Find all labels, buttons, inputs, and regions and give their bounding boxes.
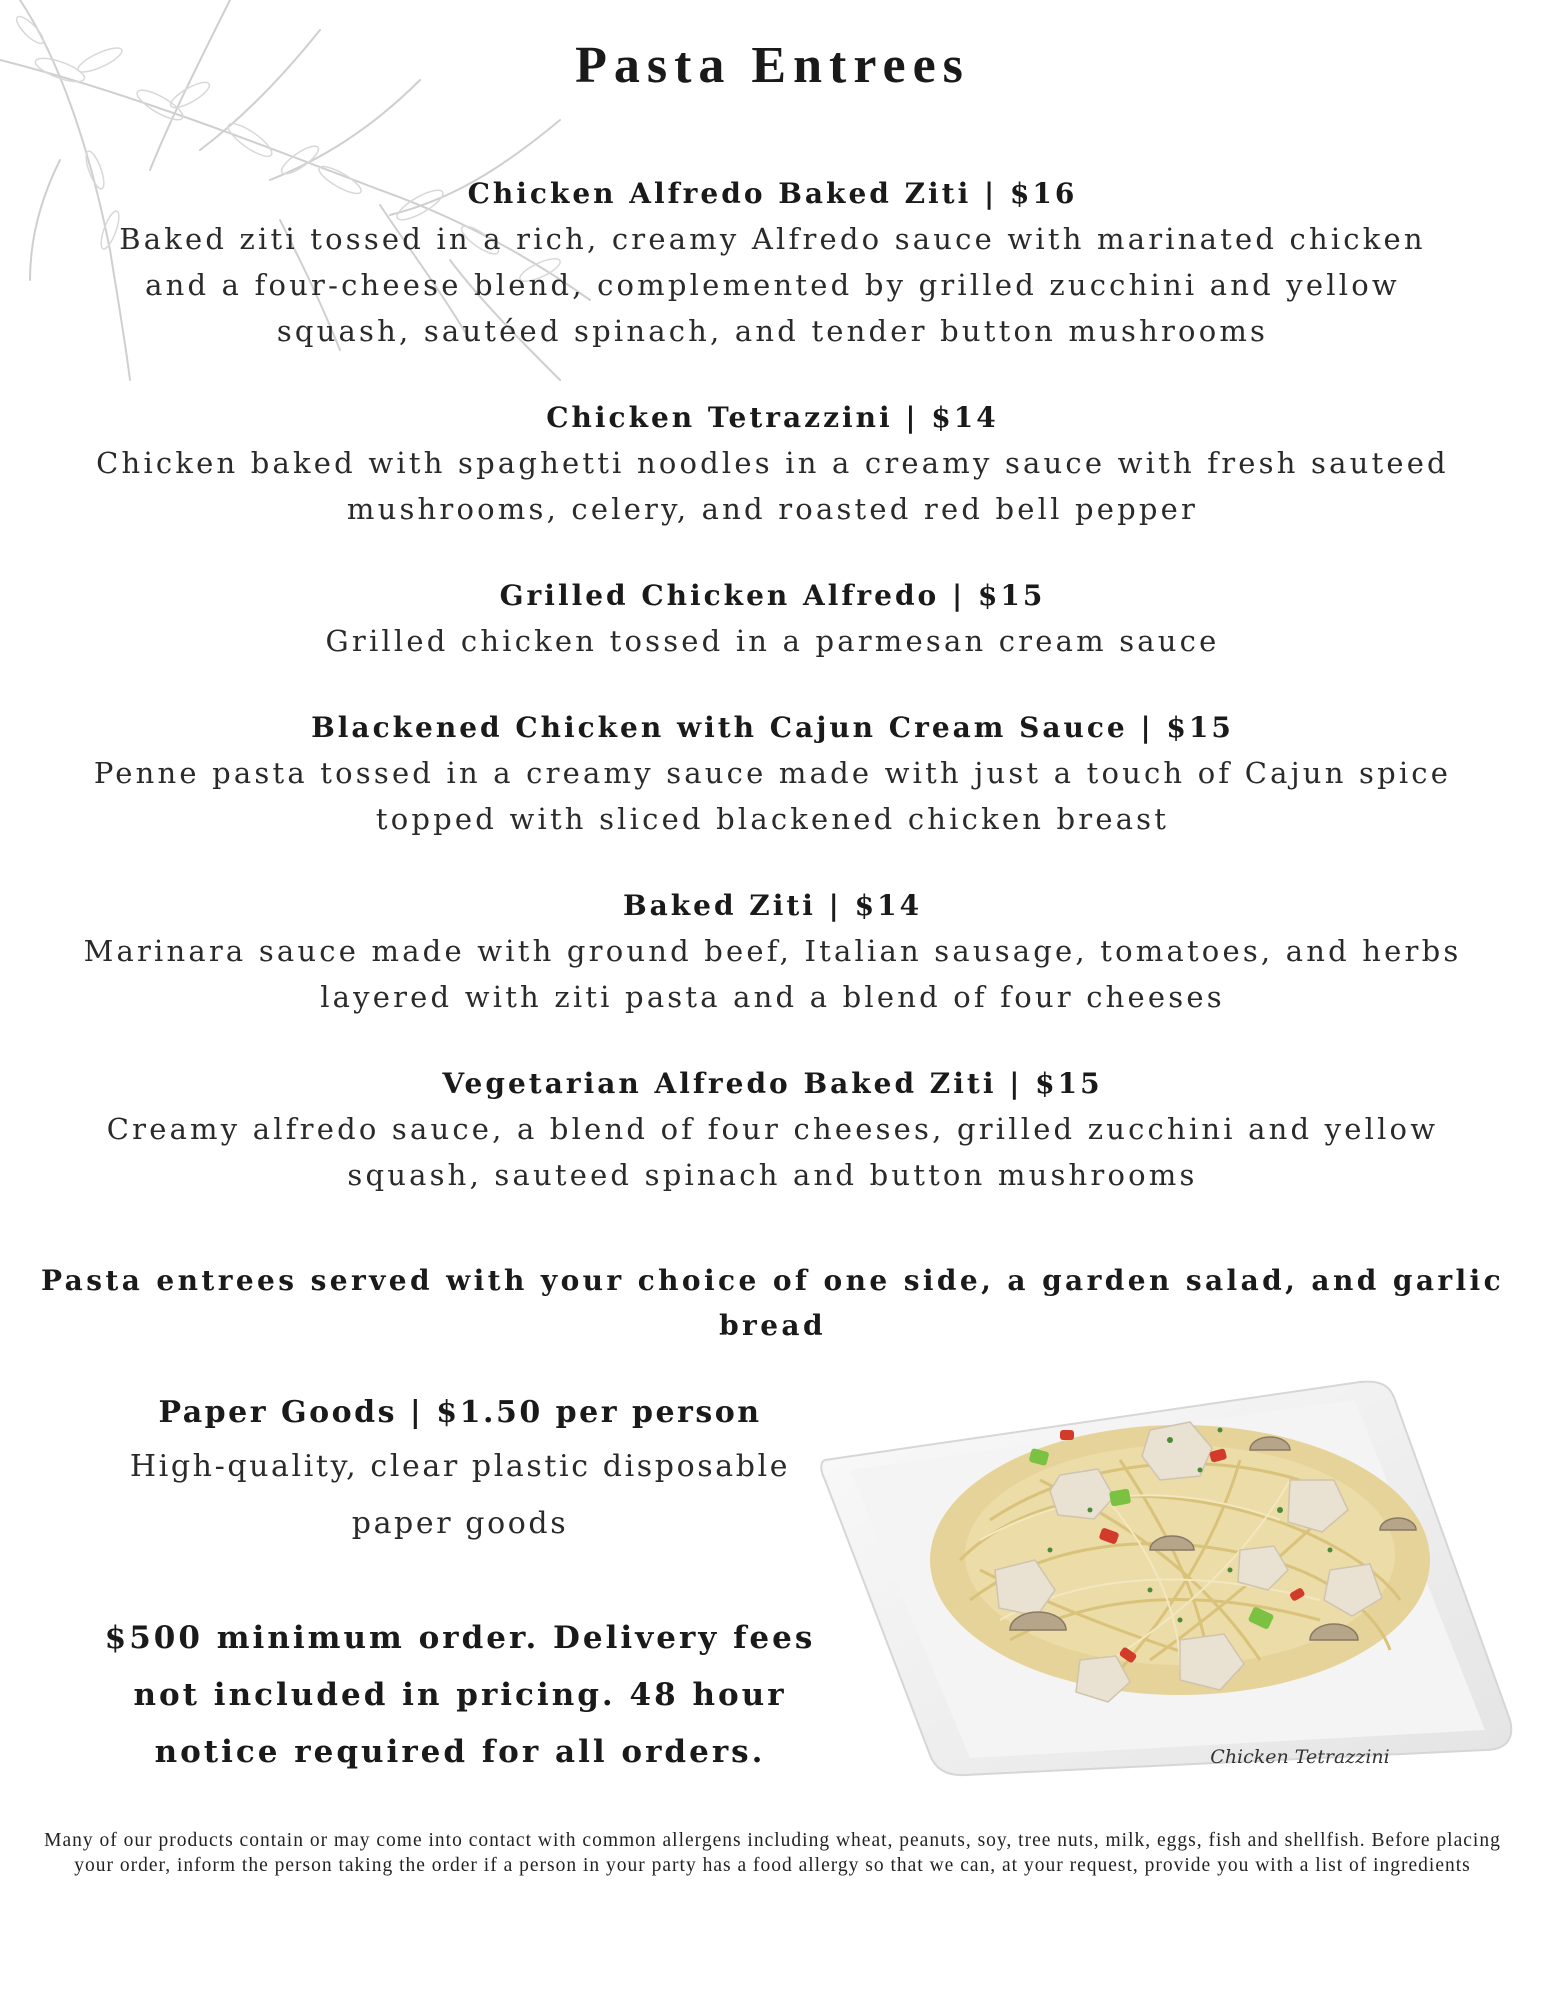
menu-item xyxy=(40,396,1505,532)
paper-goods-section xyxy=(60,1388,860,1552)
menu-item xyxy=(40,1062,1505,1198)
paper-goods-name: Paper Goods | $1.50 per person xyxy=(158,1395,762,1430)
allergen-disclaimer: Many of our products contain or may come into contact with common allergens including wheat, peanuts, soy, tree nuts, milk, eggs, fish and shellfish. Before placing your order, inform the person taking the order if a person in your party has a food allergy so that we can, at your request, provide you with a list of ingredients xyxy=(44,1830,1501,1876)
page-title: Pasta Entrees xyxy=(575,37,970,94)
menu-item xyxy=(40,884,1505,1020)
menu-item-name: Grilled Chicken Alfredo | $15 xyxy=(499,579,1046,612)
menu-item-name: Baked Ziti | $14 xyxy=(622,889,923,922)
menu-item-name: Blackened Chicken with Cajun Cream Sauce | $15 xyxy=(311,711,1234,744)
menu-item-name: Chicken Alfredo Baked Ziti | $16 xyxy=(467,177,1078,210)
served-with-note: Pasta entrees served with your choice of one side, a garden salad, and garlic bread xyxy=(40,1264,1505,1342)
paper-goods-description: High-quality, clear plastic disposable paper goods xyxy=(129,1449,791,1541)
minimum-order-note: $500 minimum order. Delivery fees not included in pricing. 48 hour notice required for all orders. xyxy=(104,1620,816,1770)
chicken-tetrazzini-photo xyxy=(820,1370,1520,1790)
menu-item-description: Penne pasta tossed in a creamy sauce made with just a touch of Cajun spice topped with sliced blackened chicken breast xyxy=(93,756,1452,836)
menu-list xyxy=(40,172,1505,1240)
menu-item-name: Vegetarian Alfredo Baked Ziti | $15 xyxy=(442,1067,1103,1100)
menu-item-description: Baked ziti tossed in a rich, creamy Alfredo sauce with marinated chicken and a four-cheese blend, complemented by grilled zucchini and yellow squash, sautéed spinach, and tender button mushrooms xyxy=(119,222,1426,348)
menu-item-description: Chicken baked with spaghetti noodles in a creamy sauce with fresh sauteed mushrooms, celery, and roasted red bell pepper xyxy=(96,446,1449,526)
menu-item xyxy=(40,574,1505,664)
menu-item-name: Chicken Tetrazzini | $14 xyxy=(546,401,999,434)
menu-item-description: Grilled chicken tossed in a parmesan cream sauce xyxy=(325,624,1220,658)
menu-item-description: Marinara sauce made with ground beef, Italian sausage, tomatoes, and herbs layered with ziti pasta and a blend of four cheeses xyxy=(83,934,1462,1014)
menu-item xyxy=(40,706,1505,842)
menu-item-description: Creamy alfredo sauce, a blend of four cheeses, grilled zucchini and yellow squash, sauteed spinach and button mushrooms xyxy=(106,1112,1439,1192)
photo-caption: Chicken Tetrazzini xyxy=(1210,1746,1390,1768)
menu-item xyxy=(40,172,1505,354)
